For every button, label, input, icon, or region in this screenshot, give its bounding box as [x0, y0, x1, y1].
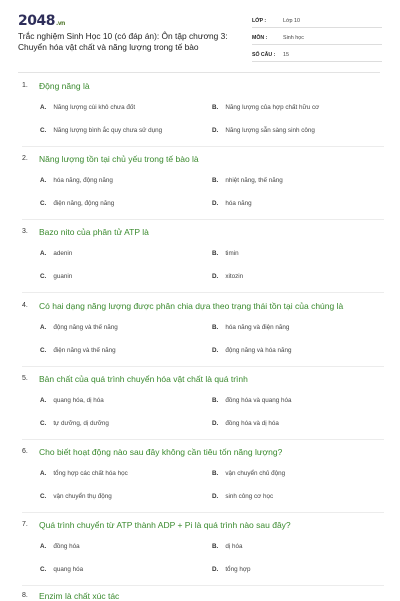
option-a[interactable] [40, 397, 104, 404]
option-b[interactable] [212, 177, 283, 184]
option-text: adenin [53, 250, 73, 257]
option-d[interactable] [212, 273, 243, 280]
meta-value: Sinh học [283, 35, 304, 41]
option-text: tự dưỡng, dị dưỡng [53, 420, 109, 427]
option-text: sinh công cơ học [225, 493, 274, 500]
option-c[interactable] [40, 273, 72, 280]
option-c[interactable] [40, 566, 83, 573]
option-text: điện năng và thế năng [53, 347, 116, 354]
option-a[interactable] [40, 104, 135, 111]
option-letter: D. [212, 420, 219, 427]
option-text: xitozin [225, 273, 244, 280]
option-a[interactable] [40, 324, 118, 331]
option-text: dị hóa [225, 543, 243, 550]
question-text: Năng lượng tồn tại chủ yếu trong tế bào là [39, 154, 199, 164]
option-c[interactable] [40, 127, 162, 134]
option-letter: C. [40, 200, 47, 207]
option-letter: B. [212, 324, 219, 331]
question-divider [22, 146, 384, 147]
question-number: 1. [22, 82, 28, 89]
page-title [18, 31, 248, 53]
question-divider [22, 219, 384, 220]
option-b[interactable] [212, 470, 285, 477]
option-text: Năng lượng sẵn sàng sinh công [225, 127, 315, 134]
question-divider [22, 292, 384, 293]
question-number: 7. [22, 521, 28, 528]
option-letter: D. [212, 566, 219, 573]
option-c[interactable] [40, 493, 112, 500]
header-divider [18, 72, 380, 73]
site-logo[interactable] [18, 13, 65, 29]
option-text: nhiệt năng, thế năng [225, 177, 283, 184]
option-letter: D. [212, 200, 219, 207]
question-divider [22, 585, 384, 586]
meta-row-class [252, 12, 382, 28]
meta-info [252, 12, 382, 63]
option-text: tổng hợp [225, 566, 251, 573]
question-number: 4. [22, 302, 28, 309]
option-a[interactable] [40, 470, 128, 477]
option-letter: C. [40, 566, 47, 573]
option-text: hóa năng [225, 200, 252, 207]
question-text: Cho biết hoạt động nào sau đây không cần tiêu tốn năng lượng? [39, 447, 283, 457]
option-b[interactable] [212, 397, 292, 404]
option-letter: A. [40, 324, 47, 331]
option-letter: D. [212, 347, 219, 354]
question-8-partial [22, 591, 120, 601]
question-text: Bản chất của quá trình chuyển hóa vật chất là quá trình [39, 374, 248, 384]
option-letter: B. [212, 397, 219, 404]
question-text: Có hai dạng năng lượng được phân chia dựa theo trạng thái tồn tại của chúng là [39, 301, 344, 311]
option-letter: D. [212, 127, 219, 134]
option-text: Năng lượng bình ắc quy chưa sử dụng [53, 127, 163, 134]
meta-label: LỚP : [252, 18, 267, 24]
question-text: Động năng là [39, 81, 90, 91]
option-letter: B. [212, 543, 219, 550]
question-text: Quá trình chuyển từ ATP thành ADP + Pi là quá trình nào sau đây? [39, 520, 291, 530]
option-letter: B. [212, 470, 219, 477]
question-number: 5. [22, 375, 28, 382]
meta-label: MÔN : [252, 35, 268, 41]
question-text: Enzim là chất xúc tác [39, 591, 120, 601]
option-letter: C. [40, 127, 47, 134]
option-text: quang hóa [53, 566, 84, 573]
title-line-1: Trắc nghiệm Sinh Học 10 (có đáp án): Ôn tập chương 3: [18, 31, 228, 41]
option-letter: A. [40, 543, 47, 550]
option-d[interactable] [212, 566, 250, 573]
option-d[interactable] [212, 420, 279, 427]
option-letter: A. [40, 470, 47, 477]
logo-text: 2048 [18, 13, 55, 29]
option-d[interactable] [212, 200, 252, 207]
question-number: 8. [22, 592, 28, 599]
option-letter: A. [40, 104, 47, 111]
option-a[interactable] [40, 177, 113, 184]
option-b[interactable] [212, 543, 242, 550]
option-letter: B. [212, 250, 219, 257]
option-text: đồng hóa và dị hóa [225, 420, 279, 427]
title-line-2: Chuyển hóa vật chất và năng lượng trong tế bào [18, 42, 199, 52]
option-text: điện năng, động năng [53, 200, 115, 207]
question-divider [22, 439, 384, 440]
option-d[interactable] [212, 347, 292, 354]
option-c[interactable] [40, 347, 116, 354]
option-letter: B. [212, 177, 219, 184]
option-letter: B. [212, 104, 219, 111]
question-number: 2. [22, 155, 28, 162]
meta-value: 15 [283, 52, 289, 58]
option-text: vận chuyển chủ động [225, 470, 286, 477]
logo-suffix: .vn [55, 20, 65, 27]
option-text: động năng và thế năng [53, 324, 118, 331]
meta-row-count [252, 46, 382, 62]
option-text: Năng lượng của hợp chất hữu cơ [225, 104, 320, 111]
option-letter: D. [212, 273, 219, 280]
question-divider [22, 512, 384, 513]
option-letter: A. [40, 250, 47, 257]
option-text: Năng lượng cùi khô chưa đốt [53, 104, 136, 111]
question-divider [22, 366, 384, 367]
option-letter: A. [40, 177, 47, 184]
meta-row-subject [252, 29, 382, 45]
document-header [0, 0, 400, 70]
option-a[interactable] [40, 250, 72, 257]
question-text: Bazo nito của phân tử ATP là [39, 227, 149, 237]
option-letter: D. [212, 493, 219, 500]
option-b[interactable] [212, 104, 319, 111]
option-text: vận chuyển thụ động [53, 493, 112, 500]
option-b[interactable] [212, 324, 289, 331]
option-c[interactable] [40, 420, 109, 427]
option-text: động năng và hóa năng [225, 347, 292, 354]
question-number: 3. [22, 228, 28, 235]
option-text: đồng hóa [53, 543, 80, 550]
option-letter: C. [40, 420, 47, 427]
question-number: 6. [22, 448, 28, 455]
option-d[interactable] [212, 493, 273, 500]
option-text: hóa năng và điện năng [225, 324, 290, 331]
option-text: guanin [53, 273, 73, 280]
option-text: quang hóa, dị hóa [53, 397, 104, 404]
option-letter: C. [40, 493, 47, 500]
option-c[interactable] [40, 200, 114, 207]
option-letter: C. [40, 273, 47, 280]
option-text: tổng hợp các chất hóa học [53, 470, 128, 477]
option-d[interactable] [212, 127, 315, 134]
option-b[interactable] [212, 250, 239, 257]
meta-label: SỐ CÂU : [252, 52, 276, 58]
option-letter: C. [40, 347, 47, 354]
meta-value: Lớp 10 [283, 18, 301, 24]
option-text: đồng hóa và quang hóa [225, 397, 292, 404]
option-text: timin [225, 250, 239, 257]
option-a[interactable] [40, 543, 80, 550]
option-letter: A. [40, 397, 47, 404]
option-text: hóa năng, động năng [53, 177, 113, 184]
